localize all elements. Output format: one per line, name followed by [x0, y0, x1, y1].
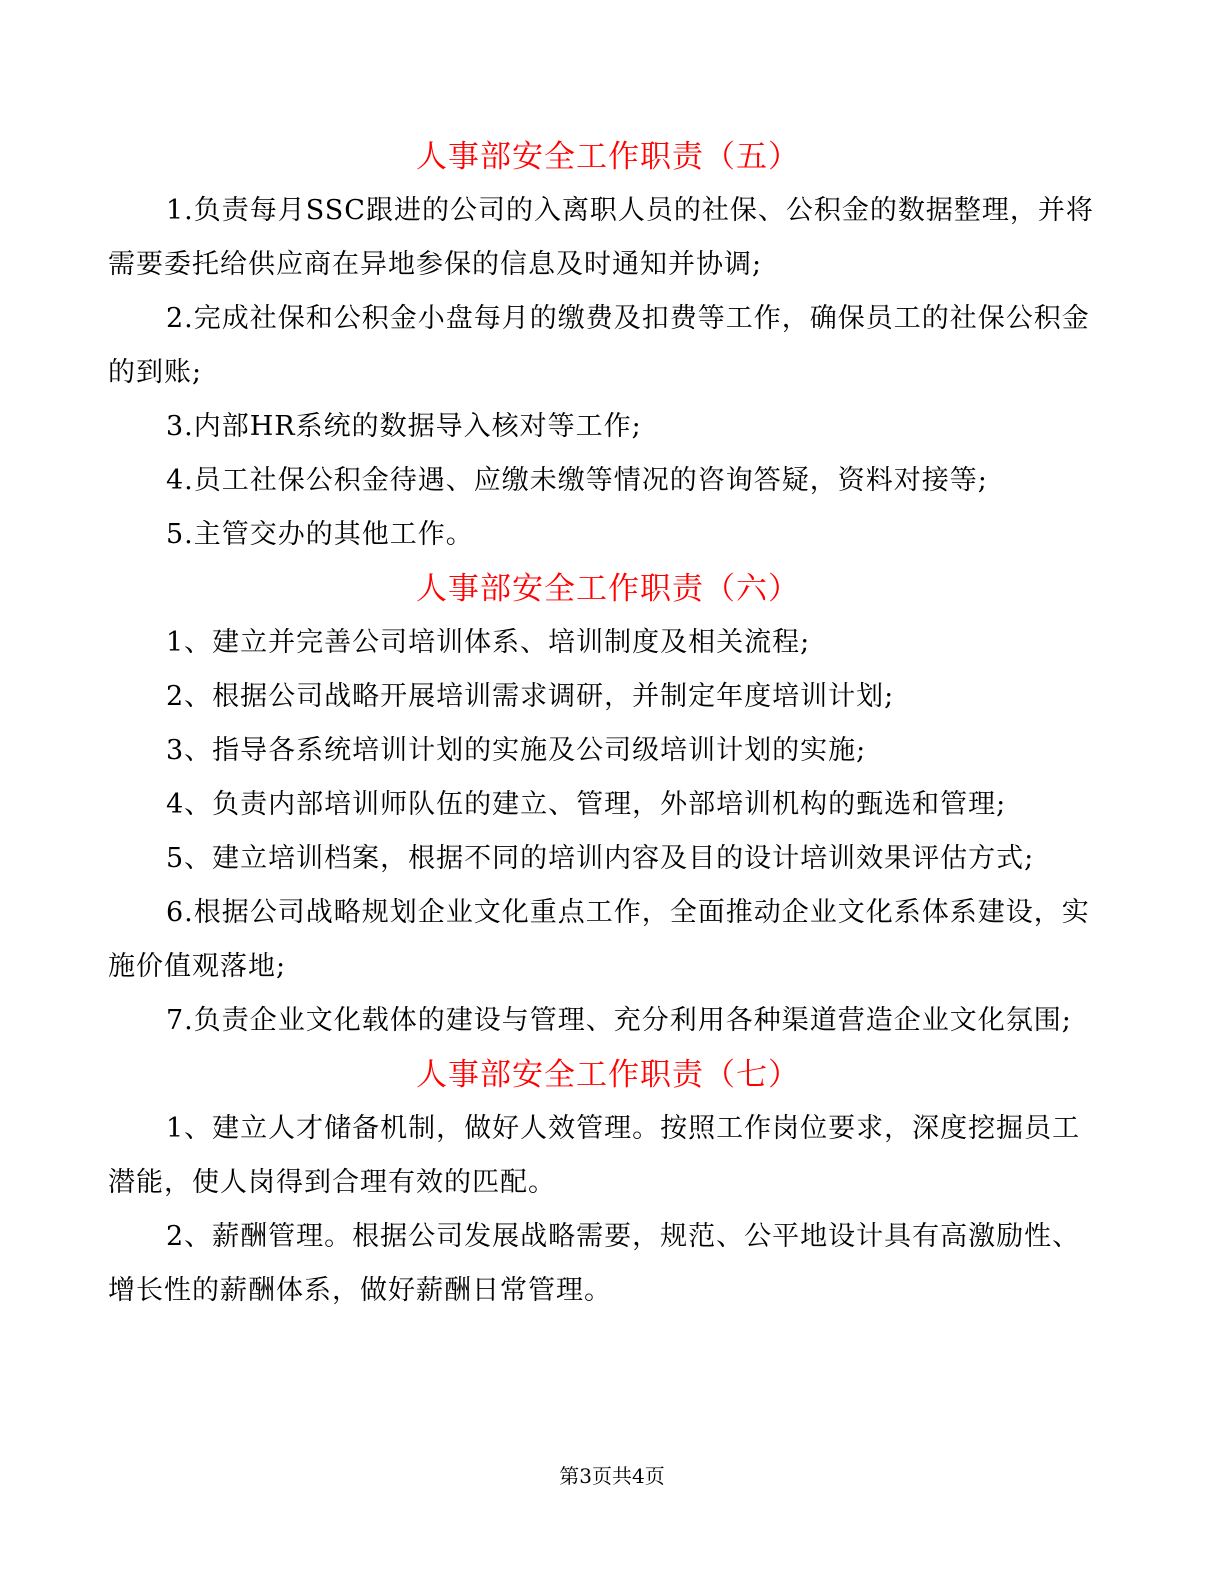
list-item: 5、建立培训档案，根据不同的培训内容及目的设计培训效果评估方式;	[166, 843, 1035, 874]
section-5	[108, 130, 1108, 562]
page-number: 第3页共4页	[559, 1464, 665, 1488]
list-item: 1.负责每月SSC跟进的公司的入离职人员的社保、公积金的数据整理，并将需要委托给供应商在异地参保的信息及时通知并协调;	[108, 195, 1094, 280]
list-item: 5.主管交办的其他工作。	[166, 519, 474, 550]
section-6	[108, 562, 1108, 1048]
section-title: 人事部安全工作职责（五）	[416, 139, 800, 175]
section-title: 人事部安全工作职责（七）	[416, 1057, 800, 1093]
list-item: 2.完成社保和公积金小盘每月的缴费及扣费等工作，确保员工的社保公积金的到账;	[108, 303, 1090, 388]
list-item: 2、根据公司战略开展培训需求调研，并制定年度培训计划;	[166, 681, 895, 712]
list-item: 6.根据公司战略规划企业文化重点工作，全面推动企业文化系体系建设，实施价值观落地;	[108, 897, 1090, 982]
list-item: 1、建立人才储备机制，做好人效管理。按照工作岗位要求，深度挖掘员工潜能，使人岗得到合理有效的匹配。	[108, 1113, 1081, 1198]
section-7	[108, 1048, 1108, 1318]
list-item: 3.内部HR系统的数据导入核对等工作;	[166, 411, 642, 442]
document-body	[108, 130, 1108, 1318]
list-item: 7.负责企业文化载体的建设与管理、充分利用各种渠道营造企业文化氛围;	[166, 1005, 1072, 1036]
list-item: 2、薪酬管理。根据公司发展战略需要，规范、公平地设计具有高激励性、增长性的薪酬体系，做好薪酬日常管理。	[108, 1221, 1081, 1306]
list-item: 4、负责内部培训师队伍的建立、管理，外部培训机构的甄选和管理;	[166, 789, 1007, 820]
list-item: 1、建立并完善公司培训体系、培训制度及相关流程;	[166, 627, 811, 658]
list-item: 4.员工社保公积金待遇、应缴未缴等情况的咨询答疑，资料对接等;	[166, 465, 988, 496]
section-title: 人事部安全工作职责（六）	[416, 571, 800, 607]
list-item: 3、指导各系统培训计划的实施及公司级培训计划的实施;	[166, 735, 867, 766]
